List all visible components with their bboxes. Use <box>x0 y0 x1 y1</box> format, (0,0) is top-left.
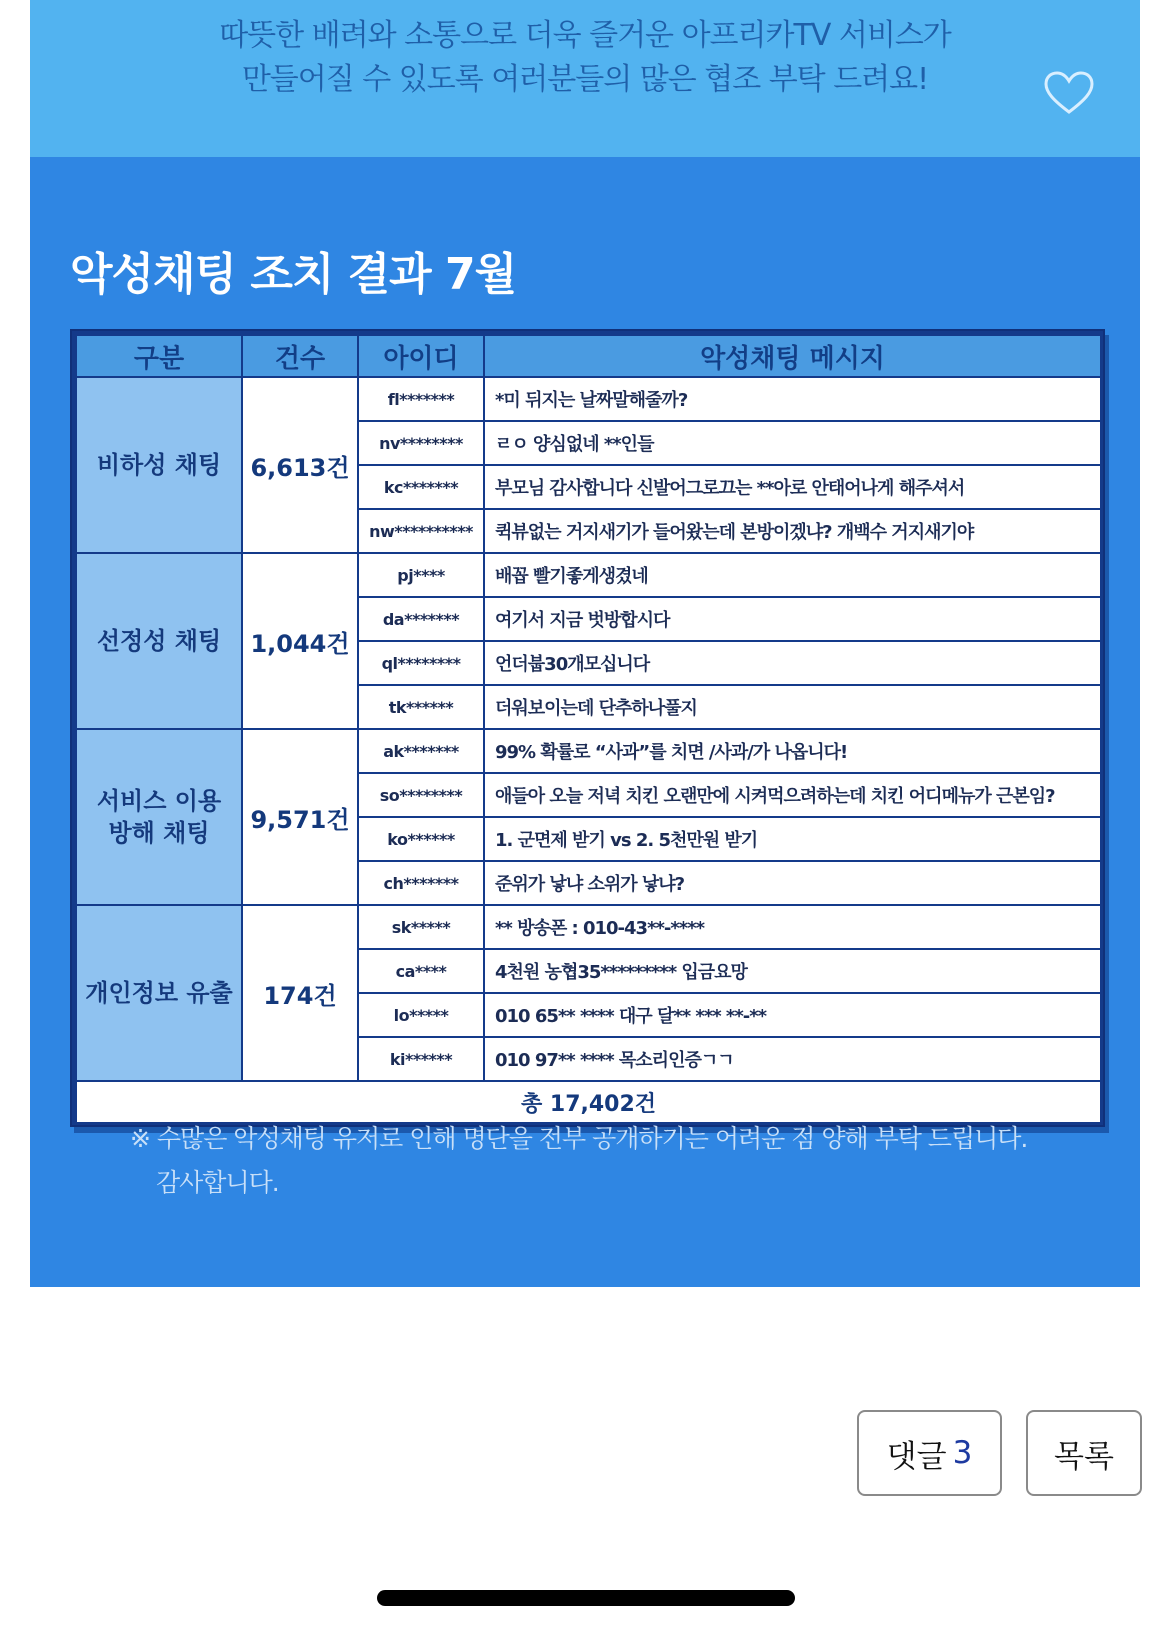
user-id-cell: sk***** <box>358 905 484 949</box>
user-id-cell: nw********** <box>358 509 484 553</box>
user-id-cell: lo***** <box>358 993 484 1037</box>
heart-outline-icon <box>1043 70 1095 116</box>
table-row <box>76 553 1101 597</box>
user-id-cell: ch******* <box>358 861 484 905</box>
message-cell: *미 뒤지는 날짜말해줄까? <box>484 377 1101 421</box>
count-cell: 174건 <box>242 905 358 1081</box>
user-id-cell: tk****** <box>358 685 484 729</box>
count-cell: 1,044건 <box>242 553 358 729</box>
category-cell: 개인정보 유출 <box>76 905 242 1081</box>
footnote-line-1: ※ 수많은 악성채팅 유저로 인해 명단을 전부 공개하기는 어려운 점 양해 부탁 드립니다. <box>130 1124 1028 1153</box>
footnote <box>130 1117 1027 1205</box>
home-indicator[interactable] <box>377 1590 795 1606</box>
user-id-cell: kc******* <box>358 465 484 509</box>
user-id-cell: ki****** <box>358 1037 484 1081</box>
banner-results-section <box>30 157 1140 1287</box>
message-cell: 여기서 지금 벗방합시다 <box>484 597 1101 641</box>
user-id-cell: fl******* <box>358 377 484 421</box>
message-cell: 더워보이는데 단추하나풀지 <box>484 685 1101 729</box>
intro-text <box>30 14 1140 102</box>
header-user-id: 아이디 <box>358 335 484 377</box>
message-cell: 4천원 농협35********* 입금요망 <box>484 949 1101 993</box>
category-cell: 비하성 채팅 <box>76 377 242 553</box>
header-category: 구분 <box>76 335 242 377</box>
category-line-2: 방해 채팅 <box>108 819 210 847</box>
header-message: 악성채팅 메시지 <box>484 335 1101 377</box>
user-id-cell: ca**** <box>358 949 484 993</box>
table-header-row <box>76 335 1101 377</box>
message-cell: 1. 군면제 받기 vs 2. 5천만원 받기 <box>484 817 1101 861</box>
message-cell: 99% 확률로 “사과”를 치면 /사과/가 나옵니다! <box>484 729 1101 773</box>
total-cell: 총 17,402건 <box>76 1081 1101 1123</box>
message-cell: 준위가 낳냐 소위가 낳냐? <box>484 861 1101 905</box>
message-cell: 언더붑30개모십니다 <box>484 641 1101 685</box>
results-table <box>75 334 1102 1124</box>
comment-button-label: 댓글 <box>886 1438 947 1475</box>
user-id-cell: da******* <box>358 597 484 641</box>
table-row <box>76 905 1101 949</box>
message-cell: 애들아 오늘 저녁 치킨 오랜만에 시켜먹으려하는데 치킨 어디메뉴가 근본임? <box>484 773 1101 817</box>
count-cell: 6,613건 <box>242 377 358 553</box>
user-id-cell: so******** <box>358 773 484 817</box>
table-row <box>76 377 1101 421</box>
results-heading: 악성채팅 조치 결과 7월 <box>70 249 517 300</box>
list-button[interactable] <box>1026 1410 1142 1496</box>
table-row <box>76 729 1101 773</box>
user-id-cell: ko****** <box>358 817 484 861</box>
message-cell: 부모님 감사합니다 신발어그로끄는 **아로 안태어나게 해주셔서 <box>484 465 1101 509</box>
footnote-line-2: 감사합니다. <box>156 1168 279 1197</box>
comment-count: 3 <box>952 1435 973 1471</box>
user-id-cell: ql******** <box>358 641 484 685</box>
user-id-cell: ak******* <box>358 729 484 773</box>
message-cell: 퀵뷰없는 거지새기가 들어왔는데 본방이겠냐? 개백수 거지새기야 <box>484 509 1101 553</box>
message-cell: 010 65** **** 대구 달** *** **-** <box>484 993 1101 1037</box>
category-cell <box>76 729 242 905</box>
user-id-cell: pj**** <box>358 553 484 597</box>
message-cell: 010 97** **** 목소리인증ㄱㄱ <box>484 1037 1101 1081</box>
comment-button[interactable] <box>857 1410 1002 1496</box>
intro-line-1: 따뜻한 배려와 소통으로 더욱 즐거운 아프리카TV 서비스가 <box>219 18 951 53</box>
results-table-panel <box>70 329 1105 1127</box>
user-id-cell: nv******** <box>358 421 484 465</box>
banner-intro-section <box>30 0 1140 157</box>
message-cell: ㄹㅇ 양심없네 **인들 <box>484 421 1101 465</box>
notice-banner-image <box>30 0 1140 1287</box>
list-button-label: 목록 <box>1054 1438 1114 1475</box>
category-cell: 선정성 채팅 <box>76 553 242 729</box>
category-line-1: 서비스 이용 <box>96 787 222 815</box>
intro-line-2: 만들어질 수 있도록 여러분들의 많은 협조 부탁 드려요! <box>241 62 929 97</box>
count-cell: 9,571건 <box>242 729 358 905</box>
header-count: 건수 <box>242 335 358 377</box>
message-cell: 배꼽 빨기좋게생겼네 <box>484 553 1101 597</box>
message-cell: ** 방송폰 : 010-43**-**** <box>484 905 1101 949</box>
